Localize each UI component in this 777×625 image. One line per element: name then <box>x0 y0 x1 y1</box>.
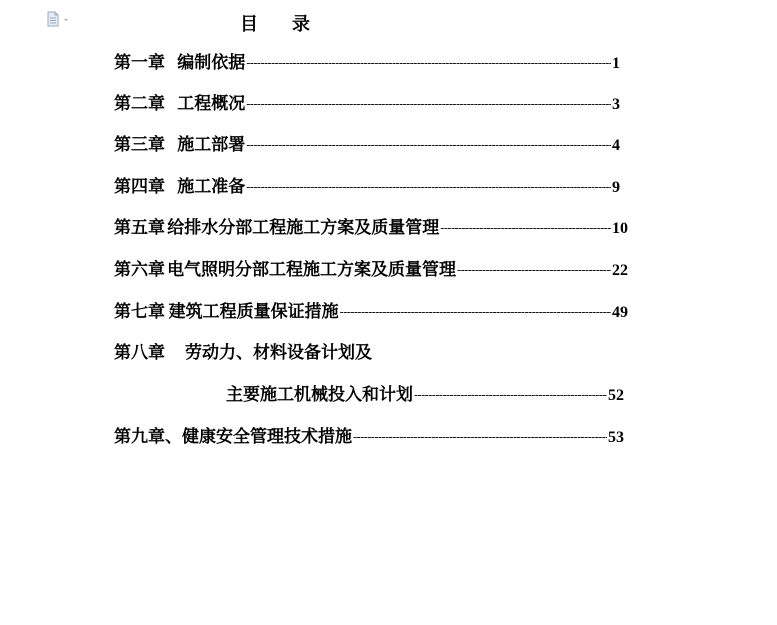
toc-entry-5[interactable] <box>114 216 628 240</box>
toc-page-number: 9 <box>612 179 620 196</box>
toc-title-text: 施工准备 <box>177 177 246 197</box>
toc-page-number: 22 <box>612 262 628 279</box>
toc-leader <box>246 51 611 75</box>
toc-page-number: 1 <box>612 55 620 72</box>
toc-title-text: 主要施工机械投入和计划 <box>226 385 413 405</box>
toc-title <box>240 10 310 36</box>
toc-entry-8[interactable] <box>114 341 414 365</box>
toc-page-number: 53 <box>608 429 624 446</box>
toc-chapter: 第八章 <box>114 343 165 363</box>
toc-page-number: 52 <box>608 387 624 404</box>
toc-leader <box>246 133 611 157</box>
toc-leader <box>440 216 611 240</box>
toc-leader <box>246 175 611 199</box>
toc-title-text: 劳动力、材料设备计划及 <box>185 343 372 363</box>
toc-leader <box>246 92 611 116</box>
toc-page-number: 4 <box>612 137 620 154</box>
toc-title-text: 建筑工程质量保证措施 <box>168 302 339 322</box>
toc-title-text: 编制依据 <box>177 53 246 73</box>
toc-chapter: 第二章 <box>114 94 165 114</box>
document-icon[interactable] <box>46 11 72 27</box>
toc-separator: 、 <box>165 427 182 447</box>
toc-chapter: 第六章 <box>114 260 165 280</box>
toc-title-text: 施工部署 <box>177 135 246 155</box>
toc-title-text: 工程概况 <box>177 94 246 114</box>
toc-title-text: 健康安全管理技术措施 <box>182 427 352 447</box>
toc-page-number: 10 <box>612 220 628 237</box>
toc-chapter: 第三章 <box>114 135 165 155</box>
toc-entry-1[interactable] <box>114 51 620 75</box>
toc-entry-8-cont[interactable] <box>226 383 624 407</box>
toc-leader <box>414 383 607 407</box>
toc-chapter: 第九章 <box>114 427 165 447</box>
toc-leader <box>457 258 611 282</box>
toc-chapter: 第四章 <box>114 177 165 197</box>
toc-entry-3[interactable] <box>114 133 620 157</box>
toc-title-left: 目 <box>240 14 258 35</box>
toc-title-right: 录 <box>292 14 310 35</box>
toc-page-number: 49 <box>612 304 628 321</box>
toc-chapter: 第五章 <box>114 218 165 238</box>
toc-entry-2[interactable] <box>114 92 620 116</box>
toc-page-number: 3 <box>612 96 620 113</box>
toc-chapter: 第一章 <box>114 53 165 73</box>
toc-entry-7[interactable] <box>114 300 628 324</box>
toc-leader <box>340 300 611 324</box>
toc-title-text: 给排水分部工程施工方案及质量管理 <box>167 218 440 238</box>
toc-entry-4[interactable] <box>114 175 620 199</box>
toc-entry-6[interactable] <box>114 258 628 282</box>
toc-chapter: 第七章 <box>114 302 165 322</box>
chevron-down-icon <box>64 19 68 21</box>
toc-entry-9[interactable] <box>114 425 624 449</box>
toc-title-text: 电气照明分部工程施工方案及质量管理 <box>167 260 457 280</box>
toc-leader <box>353 425 607 449</box>
